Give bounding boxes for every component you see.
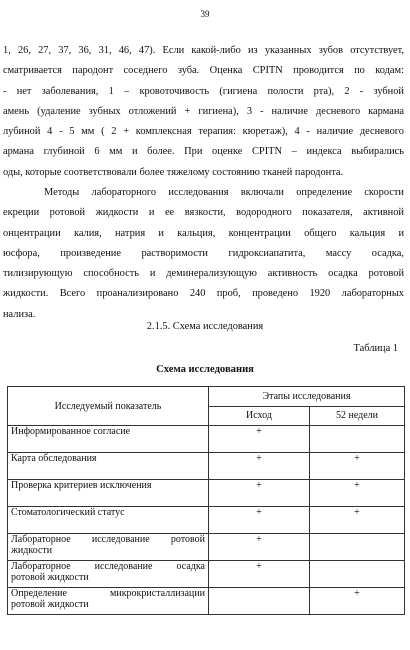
- table-row: [8, 561, 405, 588]
- baseline-mark: +: [209, 426, 310, 453]
- baseline-mark: +: [209, 507, 310, 534]
- row-label: [8, 561, 209, 588]
- row-label-line: Лабораторное исследование ротовой: [11, 534, 205, 545]
- baseline-mark: +: [209, 534, 310, 561]
- text-line: тилизирующую способность и деминерализующую активность осадка ротовой: [3, 268, 404, 280]
- text-line: нализа.: [3, 308, 36, 320]
- text-line: юсфора, произведение растворимости гидроксиапатита, массу осадка,: [3, 247, 404, 259]
- row-label: [8, 588, 209, 615]
- row-label-line: ротовой жидкости: [11, 572, 89, 583]
- table-row: [8, 453, 405, 480]
- row-label-line: жидкости: [11, 545, 53, 556]
- row-label: [8, 534, 209, 561]
- text-line: 1, 26, 27, 37, 36, 31, 46, 47). Если какой-либо из указанных зубов отсутствует,: [3, 45, 404, 56]
- baseline-mark: [209, 588, 310, 615]
- paragraph-cpitn: [0, 41, 410, 183]
- week52-mark: [310, 426, 405, 453]
- baseline-mark: +: [209, 453, 310, 480]
- paragraph-lab-methods: [0, 183, 410, 325]
- text-line: лубиной 4 - 5 мм ( 2 + комплексная терапия: кюретаж), 4 - наличие десневого: [3, 126, 404, 138]
- row-label: Карта обследования: [8, 453, 209, 480]
- baseline-mark: +: [209, 480, 310, 507]
- week52-mark: [310, 561, 405, 588]
- study-scheme-table: [7, 386, 405, 615]
- table-row: [8, 588, 405, 615]
- row-label: Стоматологический статус: [8, 507, 209, 534]
- header-indicator: Исследуемый показатель: [8, 387, 209, 426]
- row-label: Информированное согласие: [8, 426, 209, 453]
- text-line: сматривается пародонт соседнего зуба. Оценка CPITN проводится по кодам:: [3, 65, 404, 77]
- text-line: амень (удаление зубных отложений + гигиена), 3 - наличие десневого кармана: [3, 105, 404, 117]
- row-label-line: Лабораторное исследование осадка: [11, 561, 205, 572]
- section-heading: 2.1.5. Схема исследования: [146, 321, 264, 332]
- table-label: Таблица 1: [353, 343, 398, 354]
- text-line: Методы лабораторного исследования включали определение скорости: [44, 187, 404, 198]
- table-row: [8, 426, 405, 453]
- table-title: Схема исследования: [156, 364, 254, 375]
- week52-mark: +: [310, 453, 405, 480]
- text-line: екреции ротовой жидкости и ее вязкости, водородного показателя, активной: [3, 207, 404, 219]
- table-row: [8, 480, 405, 507]
- header-stages: Этапы исследования: [209, 387, 405, 407]
- header-52-weeks: 52 недели: [310, 406, 405, 426]
- table-row: [8, 534, 405, 561]
- text-line: оды, которые соответствовали более тяжелому состоянию тканей пародонта.: [3, 166, 344, 178]
- row-label-line: ротовой жидкости: [11, 599, 89, 610]
- week52-mark: +: [310, 480, 405, 507]
- week52-mark: +: [310, 588, 405, 615]
- table-row: [8, 507, 405, 534]
- header-baseline: Исход: [209, 406, 310, 426]
- baseline-mark: +: [209, 561, 310, 588]
- page-number: 39: [200, 9, 210, 19]
- text-line: жидкости. Всего проанализировано 240 проб, проведено 1920 лабораторных: [3, 288, 404, 300]
- row-label-line: Определение микрокристаллизации: [11, 588, 205, 599]
- text-line: - нет заболевания, 1 – кровоточивость (гигиена полости рта), 2 - зубной: [3, 85, 404, 97]
- row-label: Проверка критериев исключения: [8, 480, 209, 507]
- week52-mark: +: [310, 507, 405, 534]
- text-line: онцентрации калия, натрия и кальция, концентрации общего кальция и: [3, 227, 404, 239]
- week52-mark: [310, 534, 405, 561]
- text-line: армана глубиной 6 мм и более. При оценке CPITN – индекса выбирались: [3, 146, 404, 158]
